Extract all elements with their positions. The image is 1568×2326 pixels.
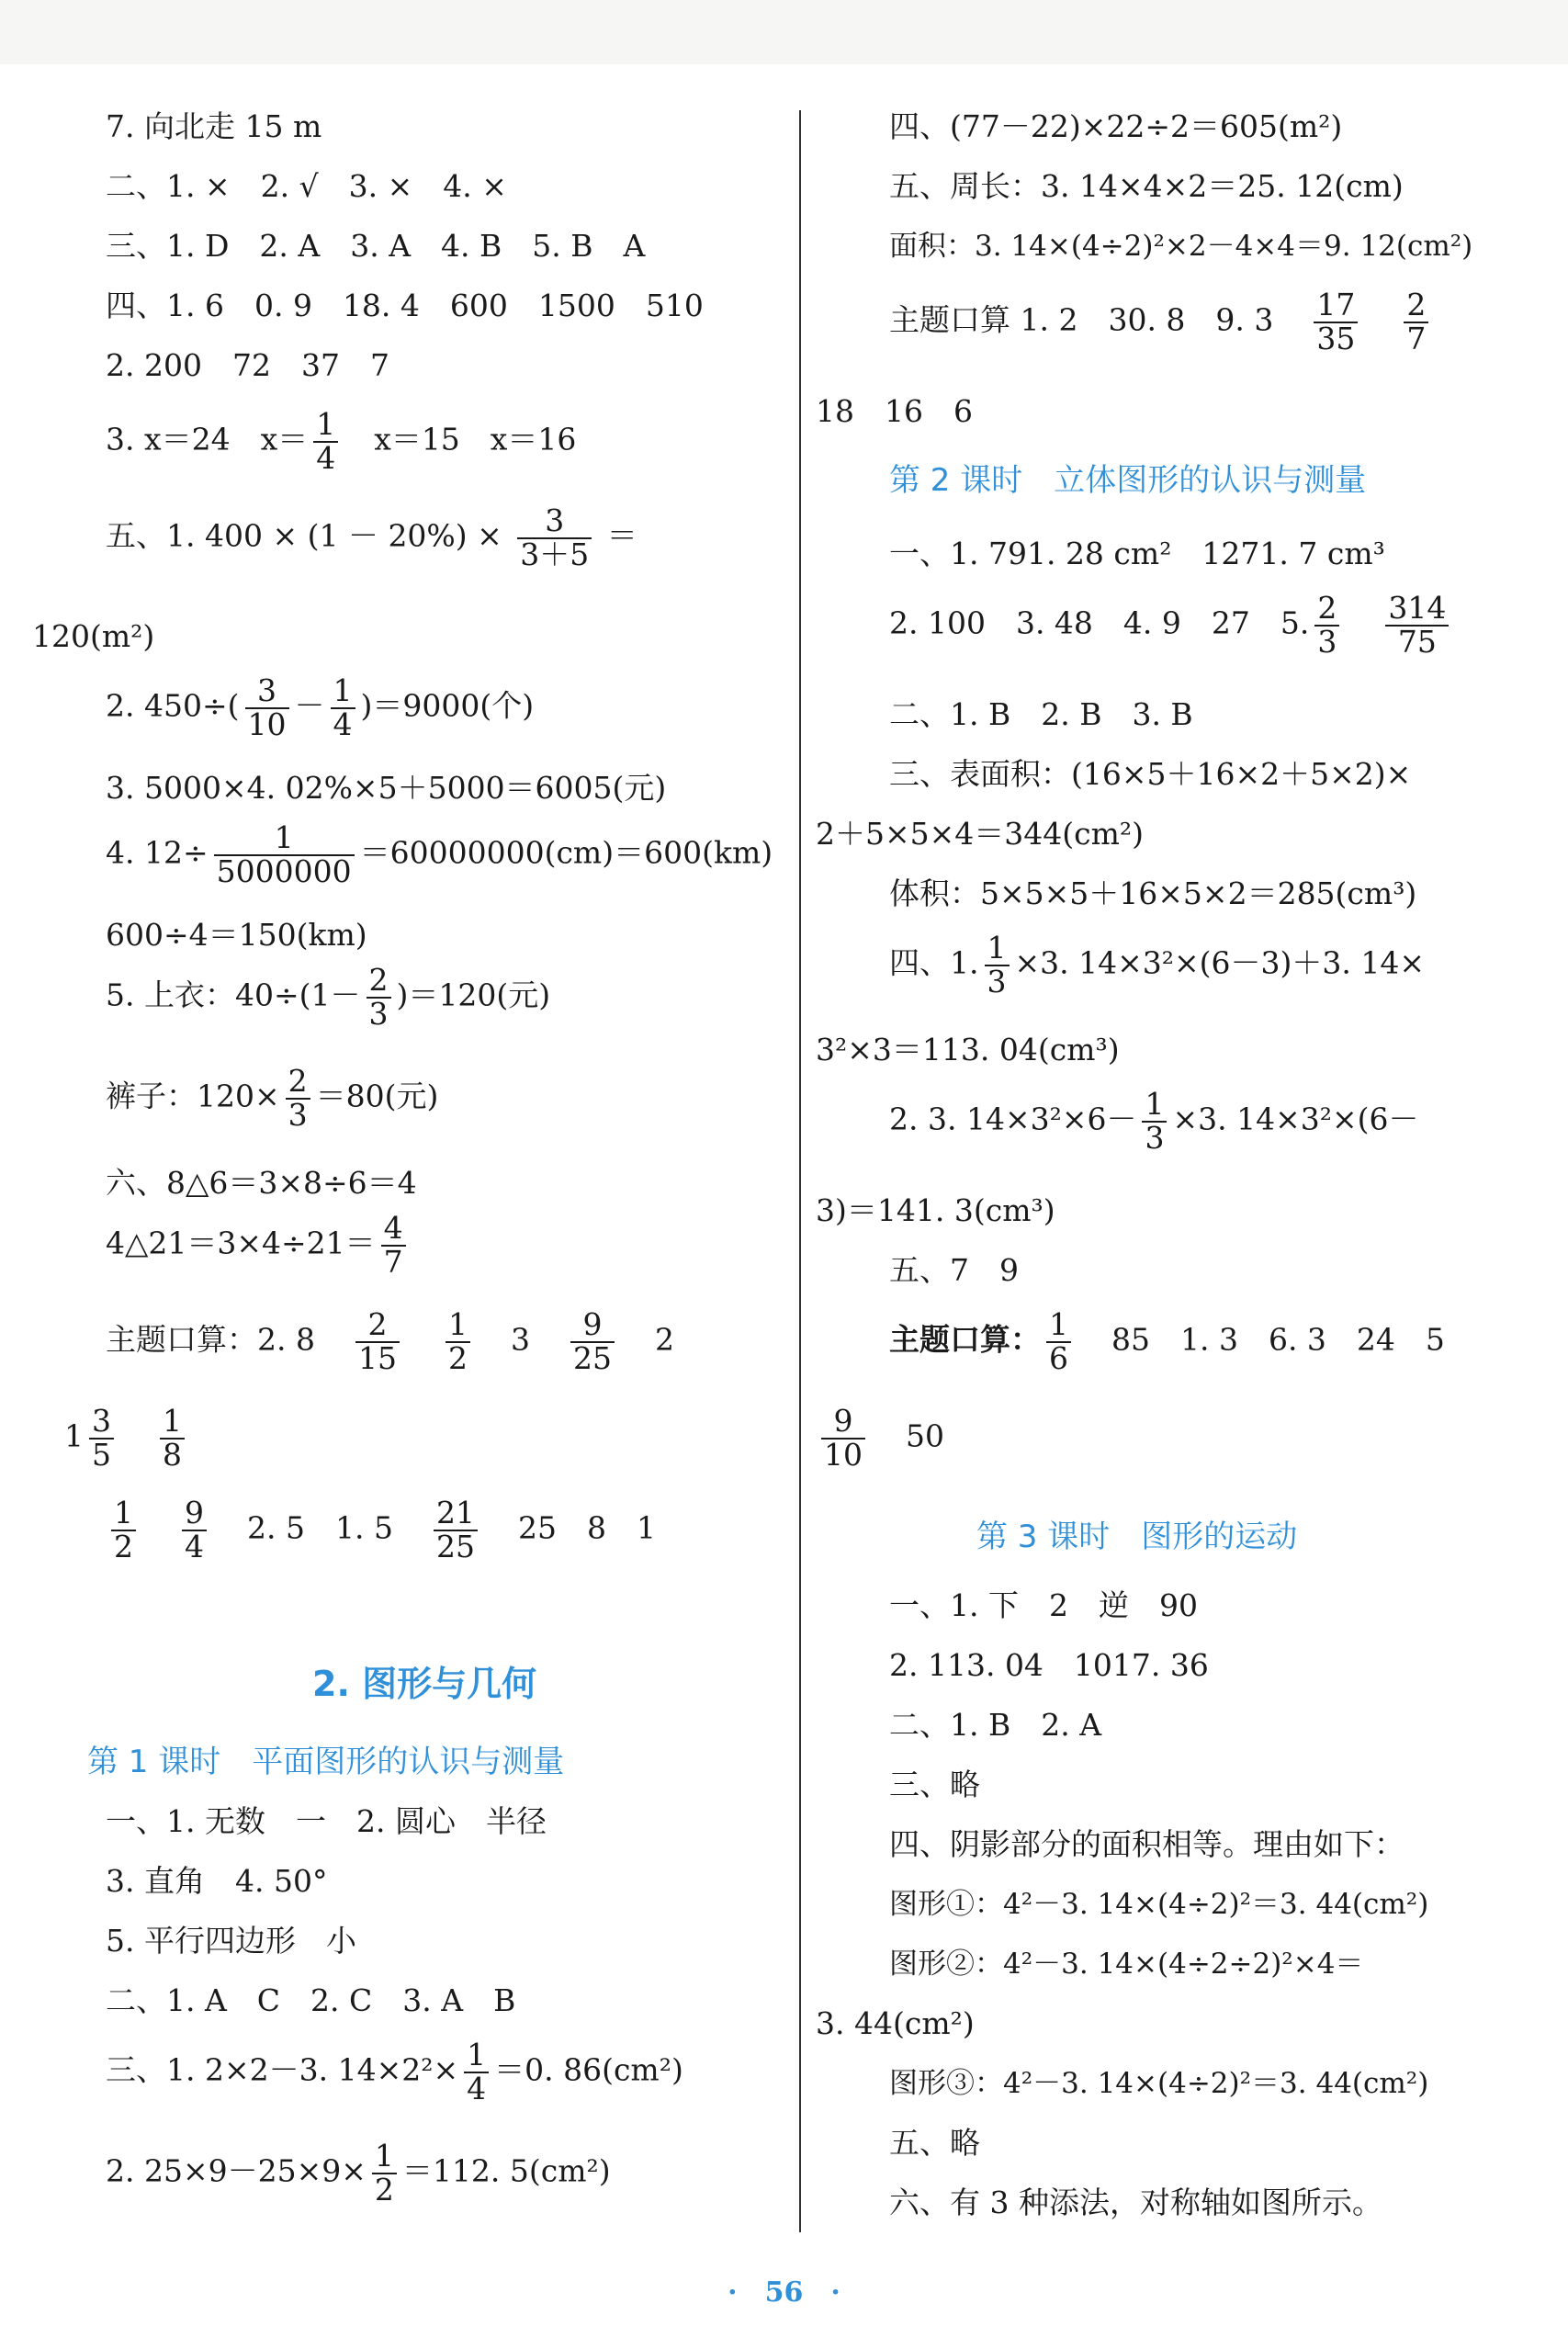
answer-line: 18 16 6 — [816, 393, 973, 429]
answer-line: 一、1. 791. 28 cm² 1271. 7 cm³ — [889, 536, 1385, 571]
answer-line: 五、1. 400 × (1 － 20%) × $\frac{3}{3+5}$ ＝ — [106, 502, 637, 572]
answer-line: 一、1. 下 2 逆 90 — [889, 1587, 1198, 1623]
fraction: $\frac{9}{25}$ — [570, 1309, 615, 1374]
fraction: $\frac{1}{4}$ — [464, 2039, 489, 2105]
answer-line: 六、有 3 种添法，对称轴如图所示。 — [889, 2185, 1382, 2220]
answer-line: 体积：5×5×5＋16×5×2＝285(cm³) — [889, 875, 1417, 911]
answer-line: 4. 12÷ $\frac{1}{5000000}$ ＝60000000(cm)＝600(km) — [106, 819, 773, 889]
fraction: $\frac{1}{2}$ — [111, 1497, 136, 1563]
answer-line: 5. 平行四边形 小 — [106, 1923, 356, 1959]
answer-line: 四、1. 6 0. 9 18. 4 600 1500 510 — [106, 288, 704, 323]
fraction: $\frac{2}{3}$ — [367, 965, 391, 1030]
answer-line: 三、1. 2×2－3. 14×2²× $\frac{1}{4}$ ＝0. 86(cm²) — [106, 2037, 683, 2106]
answer-line: 2. 450÷( $\frac{3}{10}$ － $\frac{1}{4}$ )＝9000(个) — [106, 672, 535, 742]
answer-line: 五、7 9 — [889, 1252, 1019, 1288]
answer-line: 图形③：4²－3. 14×(4÷2)²＝3. 44(cm²) — [889, 2067, 1429, 2100]
lesson-title: 第 2 课时 立体图形的认识与测量 — [889, 462, 1367, 499]
fraction: $\frac{2}{3}$ — [1314, 593, 1339, 658]
fraction: $\frac{17}{35}$ — [1314, 289, 1358, 355]
answer-line: 三、表面积：(16×5＋16×2＋5×2)× — [889, 756, 1412, 792]
answer-line: 2. 25×9－25×9× $\frac{1}{2}$ ＝112. 5(cm²) — [106, 2138, 611, 2207]
fraction: $\frac{314}{75}$ — [1385, 593, 1449, 658]
answer-line: 2. 100 3. 48 4. 9 27 5. $\frac{2}{3}$ $\frac{314}{75}$ — [889, 593, 1454, 658]
answer-line: 裤子：120× $\frac{2}{3}$ ＝80(元) — [106, 1063, 439, 1133]
column-divider — [799, 110, 801, 2232]
answer-line: 三、1. D 2. A 3. A 4. B 5. B A — [106, 228, 646, 264]
fraction: $\frac{1}{8}$ — [160, 1406, 185, 1471]
answer-line: 2. 200 72 37 7 — [106, 347, 389, 383]
answer-line: 主题口算： $\frac{1}{6}$ 85 1. 3 6. 3 24 5 — [889, 1306, 1445, 1376]
answer-line: 六、8△6＝3×8÷6＝4 — [106, 1165, 417, 1201]
answer-line: 主题口算：2. 8 $\frac{2}{15}$ $\frac{1}{2}$ 3 $\frac{9}{25}$ 2 — [106, 1306, 674, 1376]
answer-line: 面积：3. 14×(4÷2)²×2－4×4＝9. 12(cm²) — [889, 230, 1473, 263]
answer-line: 图形②：4²－3. 14×(4÷2÷2)²×4＝ — [889, 1948, 1364, 1981]
answer-line: 3. 直角 4. 50° — [106, 1863, 328, 1899]
answer-line: 五、略 — [889, 2125, 980, 2161]
fraction: $\frac{2}{15}$ — [355, 1309, 400, 1374]
answer-line: 主题口算 1. 2 30. 8 9. 3 $\frac{17}{35}$ $\frac{2}{7}$ — [889, 289, 1434, 355]
answer-line: 图形①：4²－3. 14×(4÷2)²＝3. 44(cm²) — [889, 1888, 1429, 1921]
fraction: $\frac{1}{4}$ — [313, 409, 338, 474]
answer-line: 3. 44(cm²) — [816, 2005, 975, 2041]
section-title: 2. 图形与几何 — [312, 1664, 537, 1704]
answer-line: 二、1. B 2. A — [889, 1707, 1102, 1743]
fraction: $\frac{3}{10}$ — [245, 675, 289, 740]
answer-line: 3²×3＝113. 04(cm³) — [816, 1032, 1120, 1067]
answer-line: 2＋5×5×4＝344(cm²) — [816, 816, 1145, 852]
fraction: $\frac{1}{3}$ — [985, 932, 1010, 998]
answer-line: 2. 113. 04 1017. 36 — [889, 1647, 1209, 1683]
answer-line: 三、略 — [889, 1767, 980, 1802]
answer-line: 二、1. A C 2. C 3. A B — [106, 1982, 516, 2018]
fraction: $\frac{1}{5000000}$ — [214, 822, 355, 887]
fraction: $\frac{2}{7}$ — [1404, 289, 1428, 355]
answer-line: 五、周长：3. 14×4×2＝25. 12(cm) — [889, 168, 1404, 204]
answer-line: 600÷4＝150(km) — [106, 917, 367, 953]
answer-line: 3)＝141. 3(cm³) — [816, 1192, 1055, 1228]
fraction: $\frac{9}{4}$ — [182, 1497, 207, 1563]
answer-line: $\frac{9}{10}$ 50 — [816, 1406, 944, 1471]
answer-line: 四、1. $\frac{1}{3}$ ×3. 14×3²×(6－3)＋3. 14× — [889, 930, 1425, 999]
answer-line: 2. 3. 14×3²×6－ $\frac{1}{3}$ ×3. 14×3²×(6－ — [889, 1086, 1419, 1156]
answer-line: 7. 向北走 15 m — [106, 108, 322, 144]
answer-line: 3. x＝24 x＝ $\frac{1}{4}$ x＝15 x＝16 — [106, 406, 577, 476]
answer-line: 四、阴影部分的面积相等。理由如下： — [889, 1826, 1404, 1862]
top-band — [0, 0, 1568, 64]
answer-line: 120(m²) — [32, 618, 155, 654]
fraction: $\frac{1}{6}$ — [1046, 1309, 1071, 1374]
answer-line: 4△21＝3×4÷21＝ $\frac{4}{7}$ — [106, 1213, 412, 1278]
answer-line: 四、(77－22)×22÷2＝605(m²) — [889, 108, 1343, 144]
answer-line: 5. 上衣：40÷(1－ $\frac{2}{3}$ )＝120(元) — [106, 962, 551, 1032]
answer-line: 3. 5000×4. 02%×5＋5000＝6005(元) — [106, 770, 667, 806]
fraction: $\frac{1}{3}$ — [1142, 1089, 1167, 1154]
fraction: $\frac{1}{2}$ — [372, 2140, 397, 2206]
fraction: $\frac{2}{3}$ — [286, 1066, 310, 1131]
fraction: $\frac{1}{2}$ — [446, 1309, 470, 1374]
answer-line: $\frac{1}{2}$ $\frac{9}{4}$ 2. 5 1. 5 $\frac{21}{25}$ 25 8 1 — [106, 1497, 656, 1563]
fraction: $\frac{21}{25}$ — [434, 1497, 478, 1563]
answer-line: 1 $\frac{3}{5}$ $\frac{1}{8}$ — [64, 1406, 190, 1471]
lesson-title: 第 1 课时 平面图形的认识与测量 — [87, 1744, 565, 1780]
lesson-title: 第 3 课时 图形的运动 — [976, 1519, 1298, 1555]
answer-line: 二、1. B 2. B 3. B — [889, 696, 1193, 732]
fraction: $\frac{3}{3+5}$ — [517, 505, 592, 570]
answer-line: 二、1. × 2. √ 3. × 4. × — [106, 168, 507, 204]
answer-line: 一、1. 无数 一 2. 圆心 半径 — [106, 1803, 547, 1839]
fraction: $\frac{3}{5}$ — [89, 1406, 114, 1471]
fraction: $\frac{4}{7}$ — [381, 1213, 406, 1278]
page-number: · 56 · — [728, 2276, 840, 2309]
fraction: $\frac{1}{4}$ — [331, 675, 355, 740]
fraction: $\frac{9}{10}$ — [821, 1406, 865, 1471]
